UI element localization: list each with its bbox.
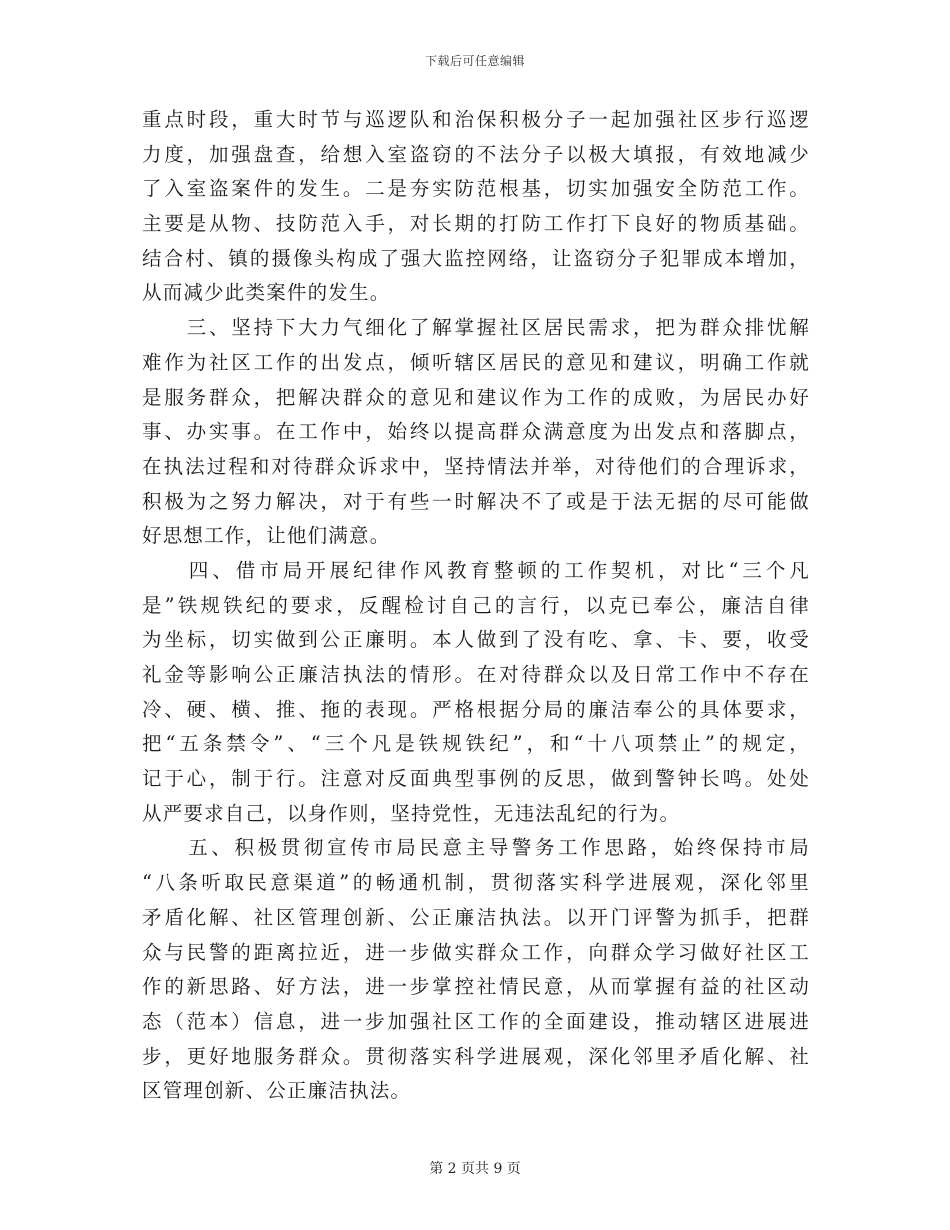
text-line: 主要是从物、技防范入手，对长期的打防工作打下良好的物质基础。 [142, 212, 810, 236]
text-line: 重点时段，重大时节与巡逻队和治保积极分子一起加强社区步行巡逻 [142, 108, 810, 131]
text-line: 记于心，制于行。注意对反面典型事例的反思，做到警钟长鸣。处处 [142, 767, 810, 791]
document-body [142, 103, 810, 1109]
text-line: 区管理创新、公正廉洁执法。 [142, 1079, 412, 1103]
text-line: 作的新思路、好方法，进一步掌控社情民意，从而掌握有益的社区动 [142, 975, 810, 999]
text-line: 是服务群众，把解决群众的意见和建议作为工作的成败，为居民办好 [142, 385, 810, 409]
text-line: 众与民警的距离拉近，进一步做实群众工作，向群众学习做好社区工 [142, 940, 810, 964]
text-line: 矛盾化解、社区管理创新、公正廉洁执法。以开门评警为抓手，把群 [142, 905, 810, 929]
text-line: 把“五条禁令”、“三个凡是铁规铁纪”，和“十八项禁止”的规定， [142, 732, 810, 756]
text-line: 三、坚持下大力气细化了解掌握社区居民需求，把为群众排忧解 [142, 316, 810, 340]
text-line: 是”铁规铁纪的要求，反醒检讨自己的言行，以克已奉公，廉洁自律 [142, 593, 810, 617]
text-line: 好思想工作，让他们满意。 [142, 524, 391, 548]
text-line: 礼金等影响公正廉洁执法的情形。在对待群众以及日常工作中不存在 [142, 663, 810, 686]
text-line: 五、积极贯彻宣传市局民意主导警务工作思路，始终保持市局 [142, 836, 810, 860]
text-line: 从严要求自己，以身作则，坚持党性，无违法乱纪的行为。 [142, 801, 681, 825]
text-line: 结合村、镇的摄像头构成了强大监控网络，让盗窃分子犯罪成本增加， [142, 246, 810, 270]
page-header: 下载后可任意编辑 [424, 54, 525, 68]
text-line: 积极为之努力解决，对于有些一时解决不了或是于法无据的尽可能做 [142, 489, 810, 513]
text-line: 从而减少此类案件的发生。 [142, 281, 391, 305]
text-line: 事、办实事。在工作中，始终以提高群众满意度为出发点和落脚点， [142, 420, 810, 444]
text-line: 难作为社区工作的出发点，倾听辖区居民的意见和建议，明确工作就 [142, 350, 810, 374]
text-line: 冷、硬、横、推、拖的表现。严格根据分局的廉洁奉公的具体要求， [142, 697, 810, 721]
page-number: 第 2 页共 9 页 [429, 1161, 521, 1177]
text-line: 为坐标，切实做到公正廉明。本人做到了没有吃、拿、卡、要，收受 [142, 628, 810, 652]
text-line: 在执法过程和对待群众诉求中，坚持情法并举，对待他们的合理诉求， [142, 454, 810, 478]
text-line: 力度，加强盘查，给想入室盗窃的不法分子以极大填报，有效地减少 [142, 142, 810, 166]
text-line: 态（范本）信息，进一步加强社区工作的全面建设，推动辖区进展进 [142, 1009, 810, 1033]
text-line: 了入室盗案件的发生。二是夯实防范根基，切实加强安全防范工作。 [142, 177, 810, 201]
text-line: “八条听取民意渠道”的畅通机制，贯彻落实科学进展观，深化邻里 [142, 871, 810, 895]
text-line: 四、借市局开展纪律作风教育整顿的工作契机，对比“三个凡 [142, 558, 810, 582]
text-line: 步，更好地服务群众。贯彻落实科学进展观，深化邻里矛盾化解、社 [142, 1044, 810, 1068]
